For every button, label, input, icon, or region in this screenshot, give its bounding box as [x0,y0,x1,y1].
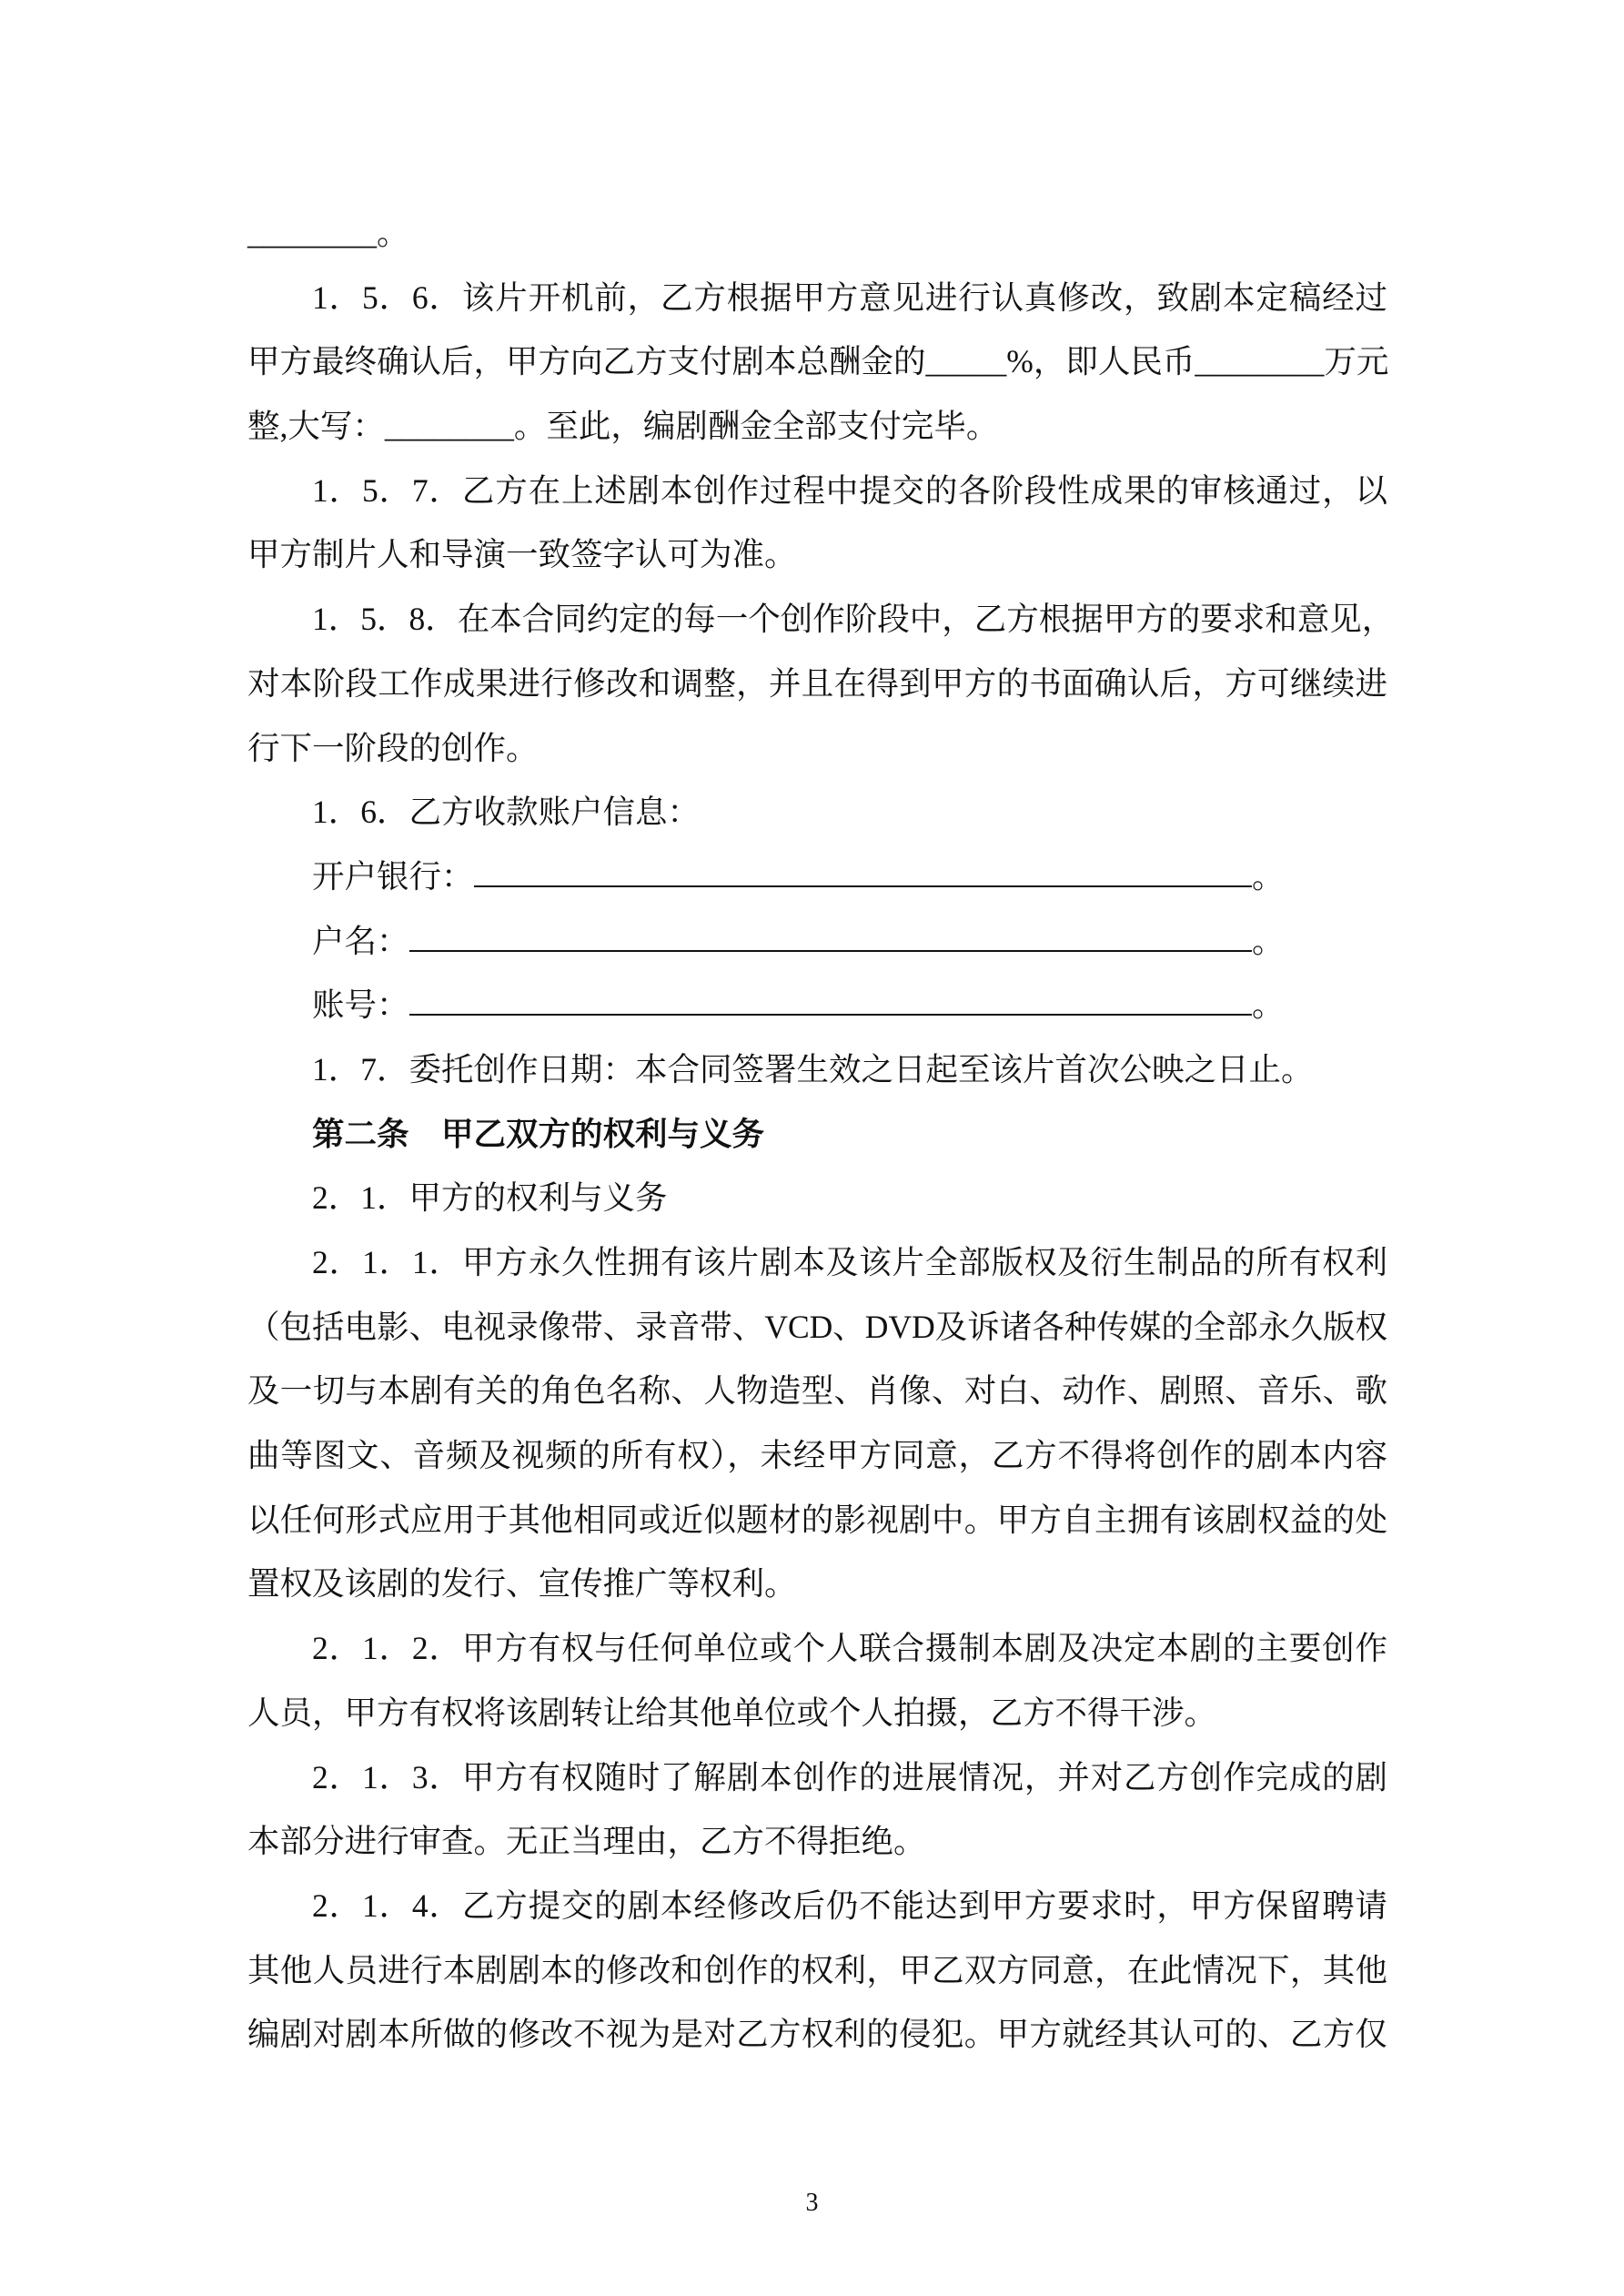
account-field-line [247,973,1387,1037]
text-line: 置权及该剧的发行、宣传推广等权利。 [247,1565,797,1603]
text-line: 1．5．6．该片开机前，乙方根据甲方意见进行认真修改，致剧本定稿经过 [312,278,1387,316]
field-end-punct: 。 [1252,922,1285,959]
field-end-punct: 。 [1252,857,1285,895]
text-line: 2．1．2．甲方有权与任何单位或个人联合摄制本剧及决定本剧的主要创作 [312,1630,1387,1667]
text-line: 1．7．委托创作日期：本合同签署生效之日起至该片首次公映之日止。 [312,1050,1314,1087]
text-line: 2．1．甲方的权利与义务 [312,1179,668,1217]
text-line: 本部分进行审查。无正当理由，乙方不得拒绝。 [247,1823,926,1860]
text-line: （包括电影、电视录像带、录音带、VCD、DVD及诉诸各种传媒的全部永久版权 [247,1308,1387,1345]
text-line: 1．6．乙方收款账户信息： [312,794,701,831]
text-line: 2．1．3．甲方有权随时了解剧本创作的进展情况，并对乙方创作完成的剧 [312,1758,1387,1795]
text-line: 其他人员进行本剧剧本的修改和创作的权利，甲乙双方同意，在此情况下，其他 [247,1951,1387,1988]
document-body [247,201,1395,2067]
blank-fill-line [409,1013,1252,1016]
field-label: 开户银行： [312,857,474,895]
field-label: 户名： [312,922,409,959]
text-line: 行下一阶段的创作。 [247,729,539,766]
text-line: 1．5．7．乙方在上述剧本创作过程中提交的各阶段性成果的审核通过，以 [312,471,1387,509]
text-line: 甲方最终确认后，甲方向乙方支付剧本总酬金的_____%，即人民币________万元 [247,343,1389,380]
blank-fill-line [409,949,1252,952]
text-line: 甲方制片人和导演一致签字认可为准。 [247,536,797,573]
text-line: 曲等图文、音频及视频的所有权），未经甲方同意，乙方不得将创作的剧本内容 [247,1437,1387,1474]
text-line: 以任何形式应用于其他相同或近似题材的影视剧中。甲方自主拥有该剧权益的处 [247,1501,1387,1538]
text-line: 及一切与本剧有关的角色名称、人物造型、肖像、对白、动作、剧照、音乐、歌 [247,1372,1387,1410]
field-end-punct: 。 [1252,986,1285,1024]
text-line: 编剧对剧本所做的修改不视为是对乙方权利的侵犯。甲方就经其认可的、乙方仅 [247,2016,1387,2053]
blank-fill-line [474,885,1252,887]
text-line: 2．1．1．甲方永久性拥有该片剧本及该片全部版权及衍生制品的所有权利 [312,1244,1387,1280]
account-field-line [247,909,1387,974]
account-field-line [247,845,1387,909]
page-number: 3 [805,2189,819,2217]
text-line: 2．1．4．乙方提交的剧本经修改后仍不能达到甲方要求时，甲方保留聘请 [312,1886,1387,1924]
section-heading: 第二条 甲乙双方的权利与义务 [312,1115,765,1152]
text-line: 对本阶段工作成果进行修改和调整，并且在得到甲方的书面确认后，方可继续进 [247,664,1387,702]
text-line: ________。 [247,215,409,251]
text-line: 1．5．8．在本合同约定的每一个创作阶段中，乙方根据甲方的要求和意见， [312,601,1395,638]
field-label: 账号： [312,986,409,1024]
text-line: 整,大写：________。至此，编剧酬金全部支付完毕。 [247,408,999,445]
text-line: 人员，甲方有权将该剧转让给其他单位或个人拍摄，乙方不得干涉。 [247,1694,1217,1731]
